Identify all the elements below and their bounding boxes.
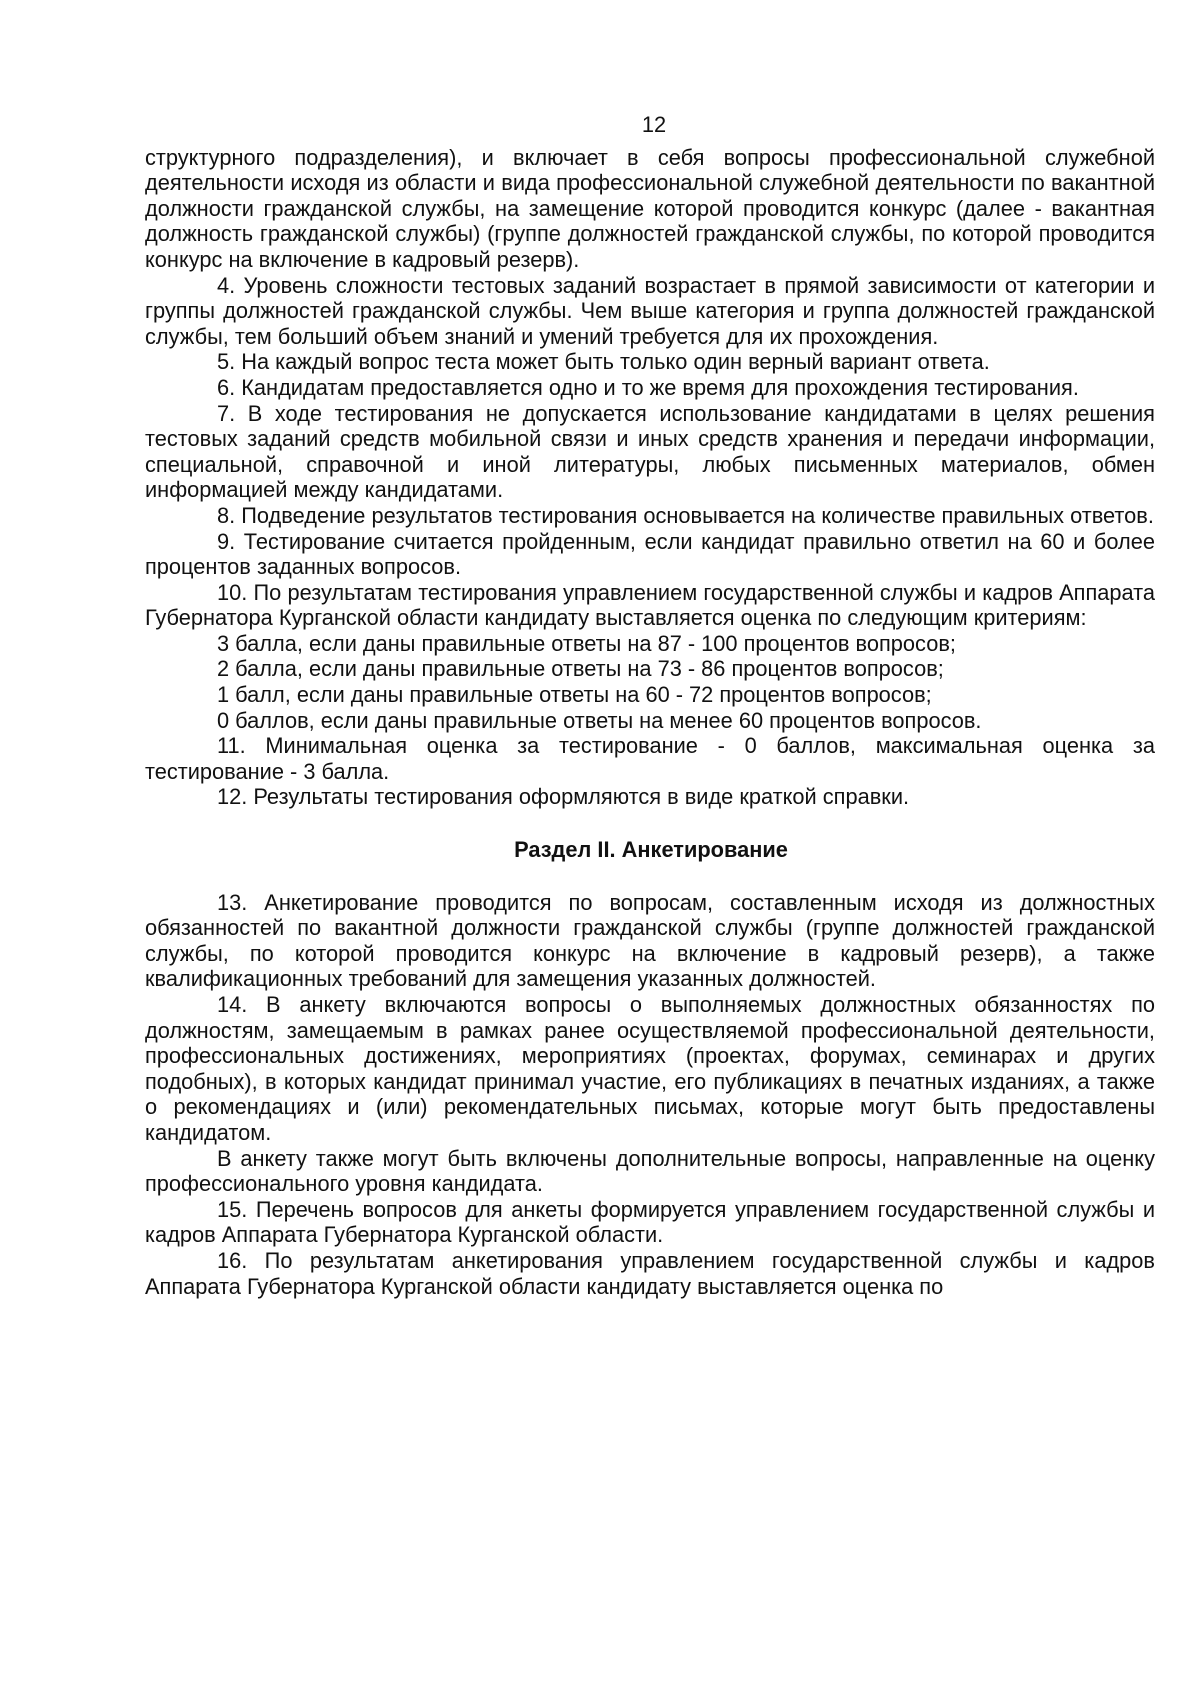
paragraph-item-16: 16. По результатам анкетирования управлением государственной службы и кадров Аппарата Губернатора Курганской области кандидату выставляется оценка по: [145, 1247, 1155, 1299]
paragraph-item-11: 11. Минимальная оценка за тестирование - 0 баллов, максимальная оценка за тестирование - 3 балла.: [145, 733, 1155, 784]
paragraph-item-9: 9. Тестирование считается пройденным, если кандидат правильно ответил на 60 и более процентов заданных вопросов.: [145, 528, 1155, 580]
criterion-1-point: 1 балл, если даны правильные ответы на 60 - 72 процентов вопросов;: [217, 682, 932, 708]
paragraph-item-14-addendum: В анкету также могут быть включены дополнительные вопросы, направленные на оценку профессионального уровня кандидата.: [145, 1145, 1155, 1197]
section-heading: Раздел II. Анкетирование: [514, 837, 788, 863]
paragraph-item-12: 12. Результаты тестирования оформляются в виде краткой справки.: [217, 784, 910, 810]
paragraph-continuation: структурного подразделения), и включает в себя вопросы профессиональной служебной деятельности исходя из области и вида профессиональной служебной деятельности по вакантной должности гражданской службы, на замещение которой проводится конкурс (далее - вакантная должность гражданской службы) (группе должностей гражданской службы, по которой проводится конкурс на включение в кадровый резерв).: [145, 144, 1155, 272]
paragraph-item-14: 14. В анкету включаются вопросы о выполняемых должностных обязанностях по должностям, замещаемым в рамках ранее осуществляемой профессиональной деятельности, профессиональных достижениях, мероприятиях (проектах, форумах, семинарах и других подобных), в которых кандидат принимал участие, его публикациях в печатных изданиях, а также о рекомендациях и (или) рекомендательных письмах, которые могут быть предоставлены кандидатом.: [145, 992, 1155, 1145]
document-page: [145, 112, 1155, 1299]
paragraph-item-6: 6. Кандидатам предоставляется одно и то же время для прохождения тестирования.: [217, 374, 1079, 400]
paragraph-item-10: 10. По результатам тестирования управлением государственной службы и кадров Аппарата Губернатора Курганской области кандидату выставляется оценка по следующим критериям:: [145, 579, 1155, 631]
criterion-2-points: 2 балла, если даны правильные ответы на 73 - 86 процентов вопросов;: [217, 656, 944, 682]
paragraph-item-5: 5. На каждый вопрос теста может быть только один верный вариант ответа.: [217, 349, 990, 375]
paragraph-item-13: 13. Анкетирование проводится по вопросам, составленным исходя из должностных обязанностей по вакантной должности гражданской службы (группе должностей гражданской службы, по которой проводится конкурс на включение в кадровый резерв), а также квалификационных требований для замещения указанных должностей.: [145, 889, 1155, 992]
paragraph-item-4: 4. Уровень сложности тестовых заданий возрастает в прямой зависимости от категории и группы должностей гражданской службы. Чем выше категория и группа должностей гражданской службы, тем больший объем знаний и умений требуется для их прохождения.: [145, 272, 1155, 349]
criterion-0-points: 0 баллов, если даны правильные ответы на менее 60 процентов вопросов.: [217, 707, 982, 733]
criterion-3-points: 3 балла, если даны правильные ответы на 87 - 100 процентов вопросов;: [217, 630, 956, 656]
paragraph-item-7: 7. В ходе тестирования не допускается использование кандидатами в целях решения тестовых заданий средств мобильной связи и иных средств хранения и передачи информации, специальной, справочной и иной литературы, любых письменных материалов, обмен информацией между кандидатами.: [145, 400, 1155, 503]
page-number: 12: [641, 112, 667, 137]
paragraph-item-15: 15. Перечень вопросов для анкеты формируется управлением государственной службы и кадров Аппарата Губернатора Курганской области.: [145, 1196, 1155, 1248]
paragraph-item-8: 8. Подведение результатов тестирования основывается на количестве правильных ответов.: [217, 502, 1154, 528]
